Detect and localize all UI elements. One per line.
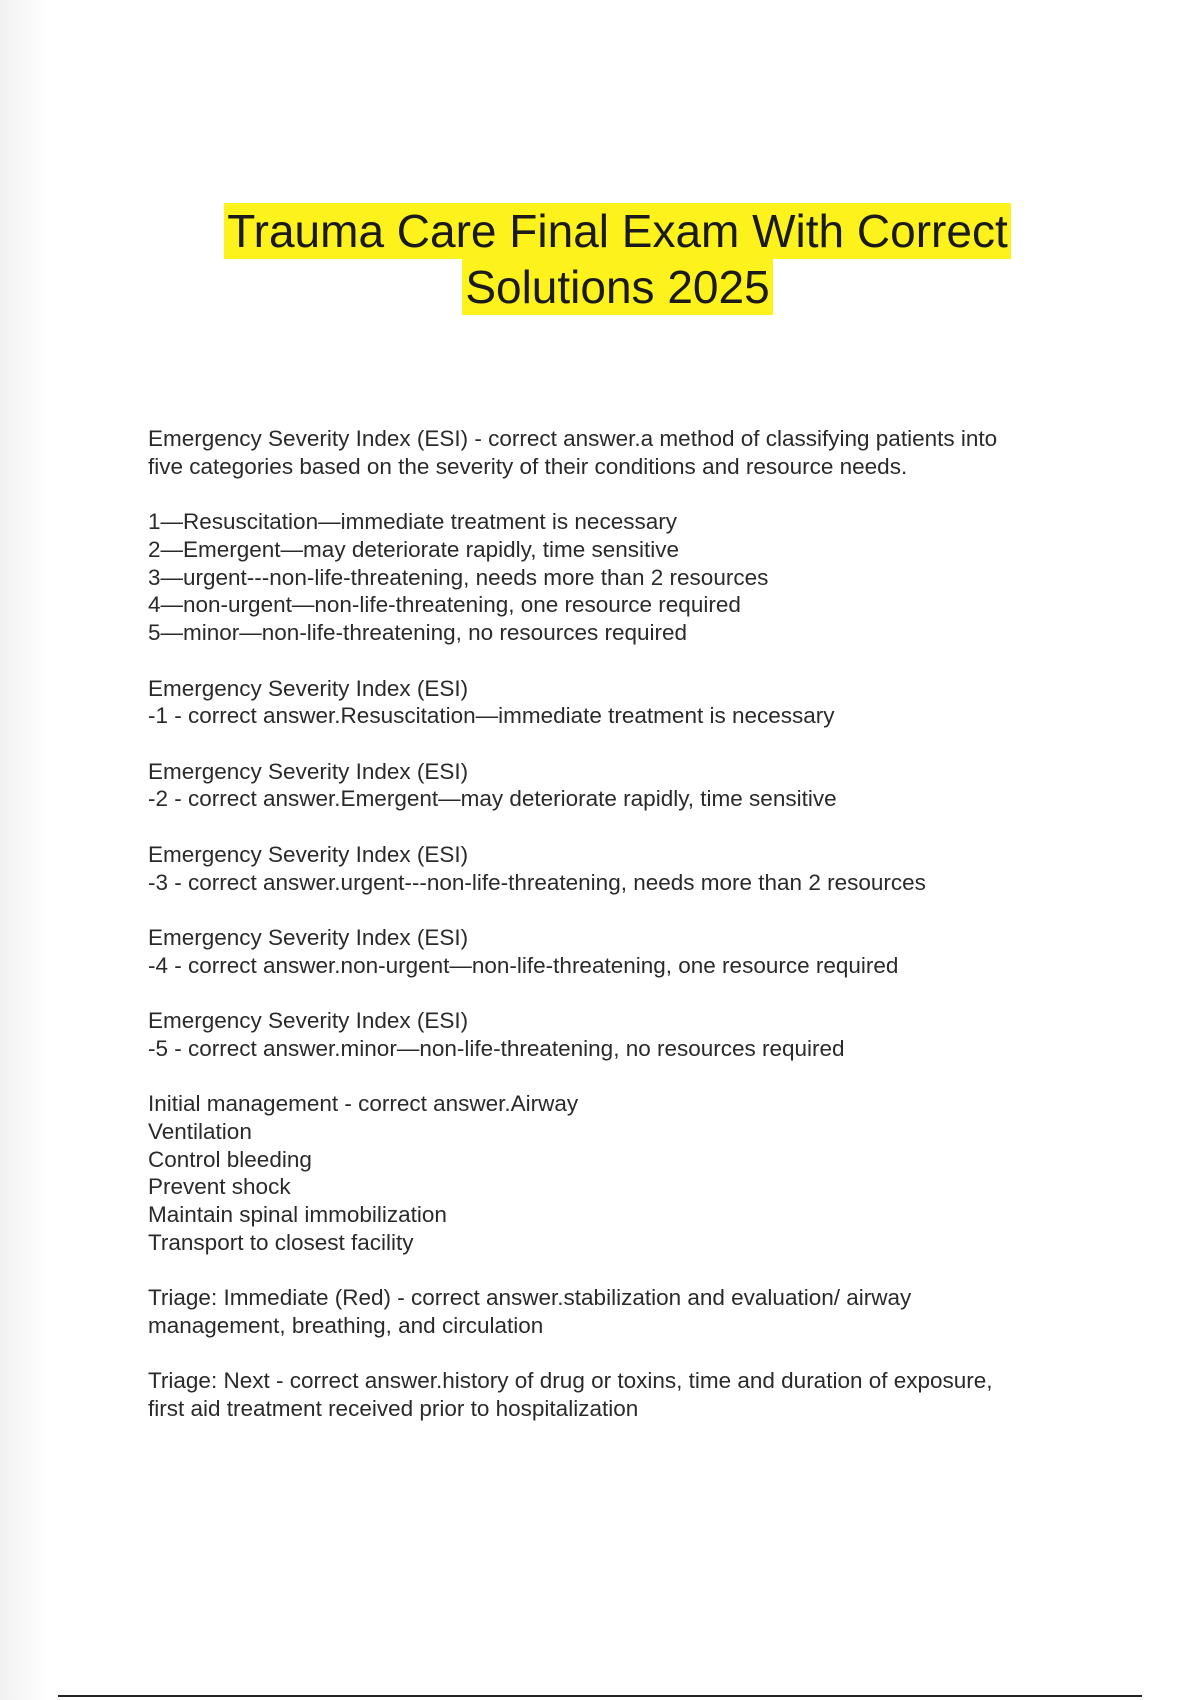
paragraph-esi-2 [148, 758, 1078, 814]
text-line: Triage: Next - correct answer.history of drug or toxins, time and duration of exposure, [148, 1368, 993, 1394]
text-line: Emergency Severity Index (ESI) [148, 924, 469, 950]
footer-divider [58, 1695, 1142, 1697]
paragraph-esi-levels [148, 508, 1078, 647]
text-line: 3—urgent---non-life-threatening, needs more than 2 resources [148, 564, 769, 590]
title-line-1: Trauma Care Final Exam With Correct [224, 203, 1010, 259]
text-line: 1—Resuscitation—immediate treatment is necessary [148, 509, 677, 535]
paragraph-esi-4 [148, 924, 1078, 980]
text-line: five categories based on the severity of their conditions and resource needs. [148, 453, 908, 479]
paragraph-triage-next [148, 1367, 1078, 1423]
document-body [148, 425, 1078, 1451]
text-line: Emergency Severity Index (ESI) [148, 675, 469, 701]
paragraph-triage-immediate [148, 1284, 1078, 1340]
text-line: Triage: Immediate (Red) - correct answer.stabilization and evaluation/ airway [148, 1285, 912, 1311]
text-line: Emergency Severity Index (ESI) - correct answer.a method of classifying patients into [148, 426, 998, 451]
text-line: Control bleeding [148, 1146, 312, 1172]
text-line: Emergency Severity Index (ESI) [148, 1007, 469, 1033]
text-line: Emergency Severity Index (ESI) [148, 758, 469, 784]
paragraph-esi-5 [148, 1007, 1078, 1063]
text-line: first aid treatment received prior to hospitalization [148, 1396, 639, 1422]
text-line: 4—non-urgent—non-life-threatening, one resource required [148, 592, 741, 618]
text-line: -3 - correct answer.urgent---non-life-threatening, needs more than 2 resources [148, 869, 926, 895]
paragraph-initial-management [148, 1090, 1078, 1257]
text-line: -5 - correct answer.minor—non-life-threatening, no resources required [148, 1035, 845, 1061]
text-line: Transport to closest facility [148, 1230, 414, 1256]
text-line: Prevent shock [148, 1174, 291, 1200]
text-line: Ventilation [148, 1118, 252, 1144]
paragraph-esi-3 [148, 841, 1078, 897]
paragraph-esi-1 [148, 675, 1078, 731]
document-title [0, 203, 1200, 315]
paragraph-esi-definition [148, 425, 1078, 481]
text-line: Maintain spinal immobilization [148, 1202, 447, 1228]
text-line: -1 - correct answer.Resuscitation—immediate treatment is necessary [148, 703, 835, 729]
text-line: -2 - correct answer.Emergent—may deteriorate rapidly, time sensitive [148, 786, 837, 812]
title-line-2: Solutions 2025 [462, 259, 772, 315]
text-line: 5—minor—non-life-threatening, no resources required [148, 620, 688, 646]
text-line: Initial management - correct answer.Airway [148, 1091, 579, 1117]
text-line: management, breathing, and circulation [148, 1313, 544, 1339]
text-line: Emergency Severity Index (ESI) [148, 841, 469, 867]
text-line: 2—Emergent—may deteriorate rapidly, time sensitive [148, 536, 680, 562]
text-line: -4 - correct answer.non-urgent—non-life-threatening, one resource required [148, 952, 899, 978]
